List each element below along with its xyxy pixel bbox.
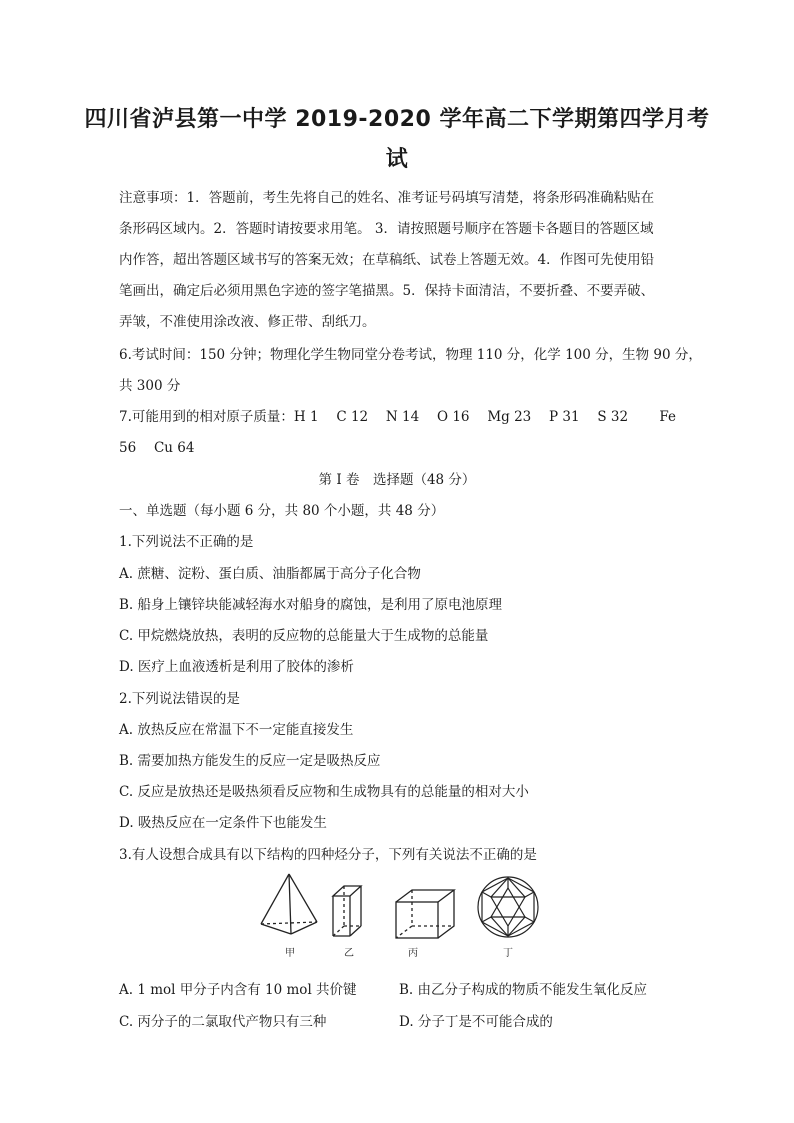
question-stem: 3.有人设想合成具有以下结构的四种烃分子，下列有关说法不正确的是 <box>119 847 537 863</box>
question-option: C. 丙分子的二氯取代产物只有三种 <box>119 1014 327 1030</box>
page-title-continued: 试 <box>385 147 409 172</box>
question-stem: 2.下列说法错误的是 <box>119 691 240 707</box>
figure-label: 丙 <box>408 948 418 959</box>
notes-line: 56 Cu 64 <box>119 440 195 456</box>
notes-line: 注意事项：1．答题前，考生先将自己的姓名、准考证号码填写清楚，将条形码准确粘贴在 <box>119 190 655 206</box>
figure-label: 甲 <box>285 948 295 959</box>
question-option: D. 分子丁是不可能合成的 <box>399 1014 553 1030</box>
icosahedron-figure <box>474 874 542 940</box>
question-option: A. 蔗糖、淀粉、蛋白质、油脂都属于高分子化合物 <box>119 566 421 582</box>
notes-line: 弄皱，不准使用涂改液、修正带、刮纸刀。 <box>119 314 376 330</box>
page-title: 四川省泸县第一中学 2019-2020 学年高二下学期第四学月考 <box>84 107 710 132</box>
part-title: 一、单选题（每小题 6 分，共 80 个小题，共 48 分） <box>119 503 445 519</box>
question-option: B. 需要加热方能发生的反应一定是吸热反应 <box>119 753 381 769</box>
notes-line: 内作答，超出答题区域书写的答案无效；在草稿纸、试卷上答题无效。4．作图可先使用铅 <box>119 252 655 268</box>
question-option: B. 船身上镶锌块能减轻海水对船身的腐蚀，是利用了原电池原理 <box>119 597 503 613</box>
notes-line: 条形码区域内。2．答题时请按要求用笔。 3．请按照题号顺序在答题卡各题目的答题区域 <box>119 221 654 237</box>
cube-figure <box>394 888 456 940</box>
question-option: B. 由乙分子构成的物质不能发生氧化反应 <box>399 982 648 998</box>
question-option: A. 放热反应在常温下不一定能直接发生 <box>119 722 354 738</box>
question-option: C. 反应是放热还是吸热须看反应物和生成物具有的总能量的相对大小 <box>119 784 529 800</box>
figure-label: 乙 <box>344 948 354 959</box>
question-option: A. 1 mol 甲分子内含有 10 mol 共价键 <box>119 982 357 998</box>
prism-figure <box>330 884 364 940</box>
notes-line: 6.考试时间：150 分钟；物理化学生物同堂分卷考试，物理 110 分，化学 100 分，生物 90 分， <box>119 347 702 363</box>
question-option: D. 医疗上血液透析是利用了胶体的渗析 <box>119 659 354 675</box>
question-option: C. 甲烷燃烧放热，表明的反应物的总能量大于生成物的总能量 <box>119 628 489 644</box>
question-option: D. 吸热反应在一定条件下也能发生 <box>119 815 327 831</box>
question-stem: 1.下列说法不正确的是 <box>119 534 254 550</box>
notes-line: 共 300 分 <box>119 378 181 394</box>
notes-line: 7.可能用到的相对原子质量：H 1 C 12 N 14 O 16 Mg 23 P 31 S 32 Fe <box>119 409 677 425</box>
figure-label: 丁 <box>503 948 513 959</box>
notes-line: 笔画出，确定后必须用黑色字迹的签字笔描黑。5．保持卡面清洁，不要折叠、不要弄破、 <box>119 283 655 299</box>
tetrahedron-figure <box>258 872 320 938</box>
section-title: 第 I 卷 选择题（48 分） <box>318 472 476 488</box>
